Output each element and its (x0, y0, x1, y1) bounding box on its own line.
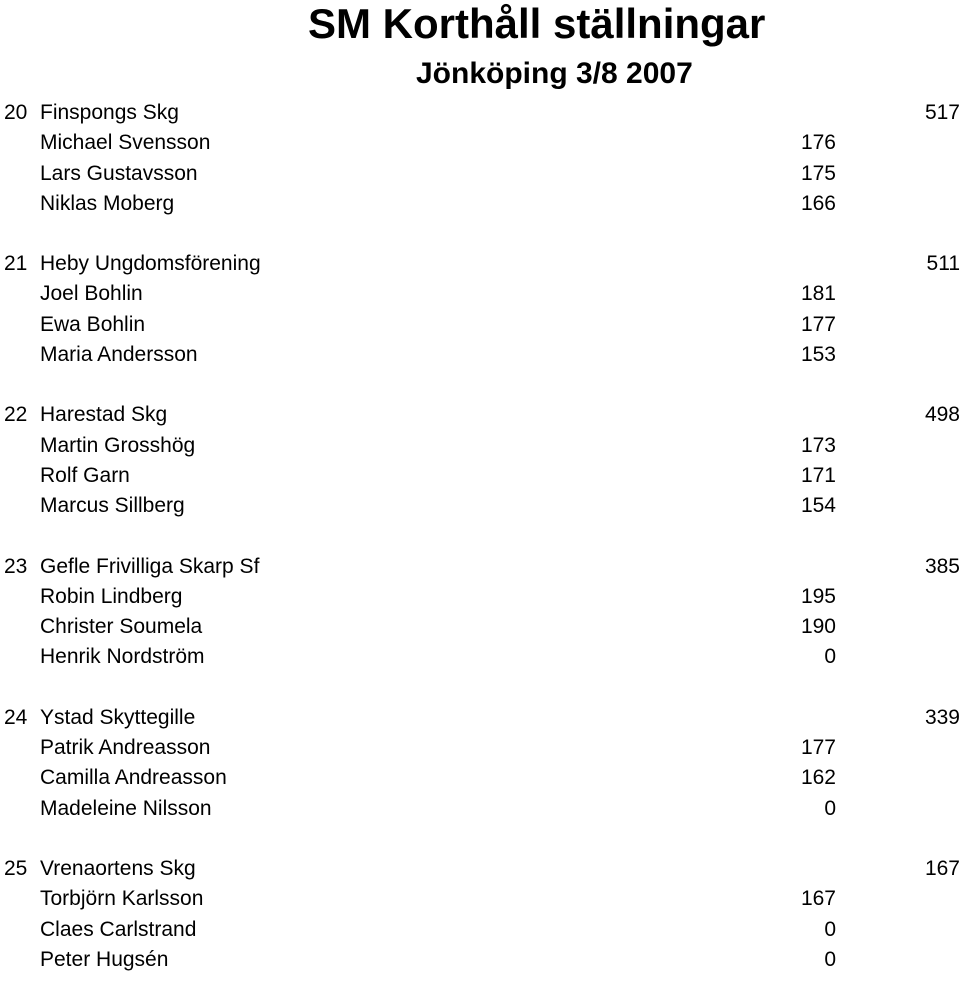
member-score: 0 (824, 796, 836, 820)
member-row (0, 945, 960, 975)
team-name: Ystad Skyttegille (40, 705, 196, 729)
team-block (0, 400, 960, 521)
member-score: 176 (800, 131, 836, 155)
member-row (0, 794, 960, 824)
member-row (0, 491, 960, 521)
member-name: Camilla Andreasson (40, 766, 227, 790)
member-score: 171 (800, 463, 836, 487)
member-score: 162 (800, 766, 836, 790)
team-block (0, 249, 960, 370)
member-name: Claes Carlstrand (40, 917, 197, 941)
team-rank: 20 (4, 101, 28, 124)
team-total: 517 (924, 101, 960, 124)
member-score: 0 (824, 645, 836, 669)
team-name: Gefle Frivilliga Skarp Sf (40, 554, 260, 578)
member-row (0, 461, 960, 491)
member-row (0, 159, 960, 189)
member-score: 177 (800, 736, 836, 760)
member-name: Christer Soumela (40, 615, 203, 639)
member-row (0, 189, 960, 219)
page-title: SM Korthåll ställningar (308, 0, 766, 47)
member-name: Madeleine Nilsson (40, 796, 212, 820)
member-row (0, 310, 960, 340)
member-score: 0 (824, 947, 836, 971)
team-rank: 21 (4, 252, 28, 276)
member-name: Henrik Nordström (40, 645, 205, 669)
member-row (0, 733, 960, 763)
team-total: 339 (924, 705, 960, 729)
team-row (0, 552, 960, 582)
standings-list (0, 98, 960, 1005)
member-score: 181 (800, 282, 836, 306)
team-row (0, 854, 960, 884)
member-row (0, 884, 960, 914)
team-name: Harestad Skg (40, 403, 168, 427)
team-rank: 22 (4, 403, 28, 427)
member-name: Maria Andersson (40, 343, 198, 367)
team-row (0, 98, 960, 128)
team-row (0, 703, 960, 733)
team-block (0, 98, 960, 219)
member-score: 190 (800, 615, 836, 639)
team-total: 511 (926, 252, 960, 276)
member-name: Torbjörn Karlsson (40, 887, 204, 911)
member-name: Niklas Moberg (40, 191, 175, 215)
member-row (0, 612, 960, 642)
team-total: 385 (924, 554, 960, 578)
member-row (0, 763, 960, 793)
team-name: Finspongs Skg (40, 101, 179, 124)
member-row (0, 582, 960, 612)
member-name: Ewa Bohlin (40, 312, 146, 336)
page-subtitle: Jönköping 3/8 2007 (416, 57, 693, 90)
member-row (0, 340, 960, 370)
team-row (0, 400, 960, 430)
member-name: Michael Svensson (40, 131, 211, 155)
member-name: Rolf Garn (40, 463, 130, 487)
member-score: 167 (800, 887, 836, 911)
member-name: Peter Hugsén (40, 947, 169, 971)
team-block (0, 854, 960, 975)
team-total: 498 (924, 403, 960, 427)
member-row (0, 431, 960, 461)
member-name: Lars Gustavsson (40, 161, 198, 185)
member-score: 166 (800, 191, 836, 215)
member-row (0, 279, 960, 309)
team-name: Heby Ungdomsförening (40, 252, 261, 276)
member-score: 154 (800, 494, 836, 518)
team-rank: 24 (4, 705, 28, 729)
member-name: Marcus Sillberg (40, 494, 185, 518)
member-name: Robin Lindberg (40, 584, 183, 608)
team-block (0, 552, 960, 673)
member-row (0, 128, 960, 158)
member-name: Martin Grosshög (40, 433, 196, 457)
team-rank: 25 (4, 856, 28, 880)
member-score: 173 (800, 433, 836, 457)
member-score: 177 (800, 312, 836, 336)
member-row (0, 915, 960, 945)
member-row (0, 642, 960, 672)
member-name: Joel Bohlin (40, 282, 143, 306)
member-score: 175 (800, 161, 836, 185)
member-score: 0 (824, 917, 836, 941)
team-total: 167 (924, 856, 960, 880)
team-name: Vrenaortens Skg (40, 856, 196, 880)
team-block (0, 703, 960, 824)
member-score: 153 (800, 343, 836, 367)
member-name: Patrik Andreasson (40, 736, 211, 760)
team-row (0, 249, 960, 279)
team-rank: 23 (4, 554, 28, 578)
member-score: 195 (800, 584, 836, 608)
